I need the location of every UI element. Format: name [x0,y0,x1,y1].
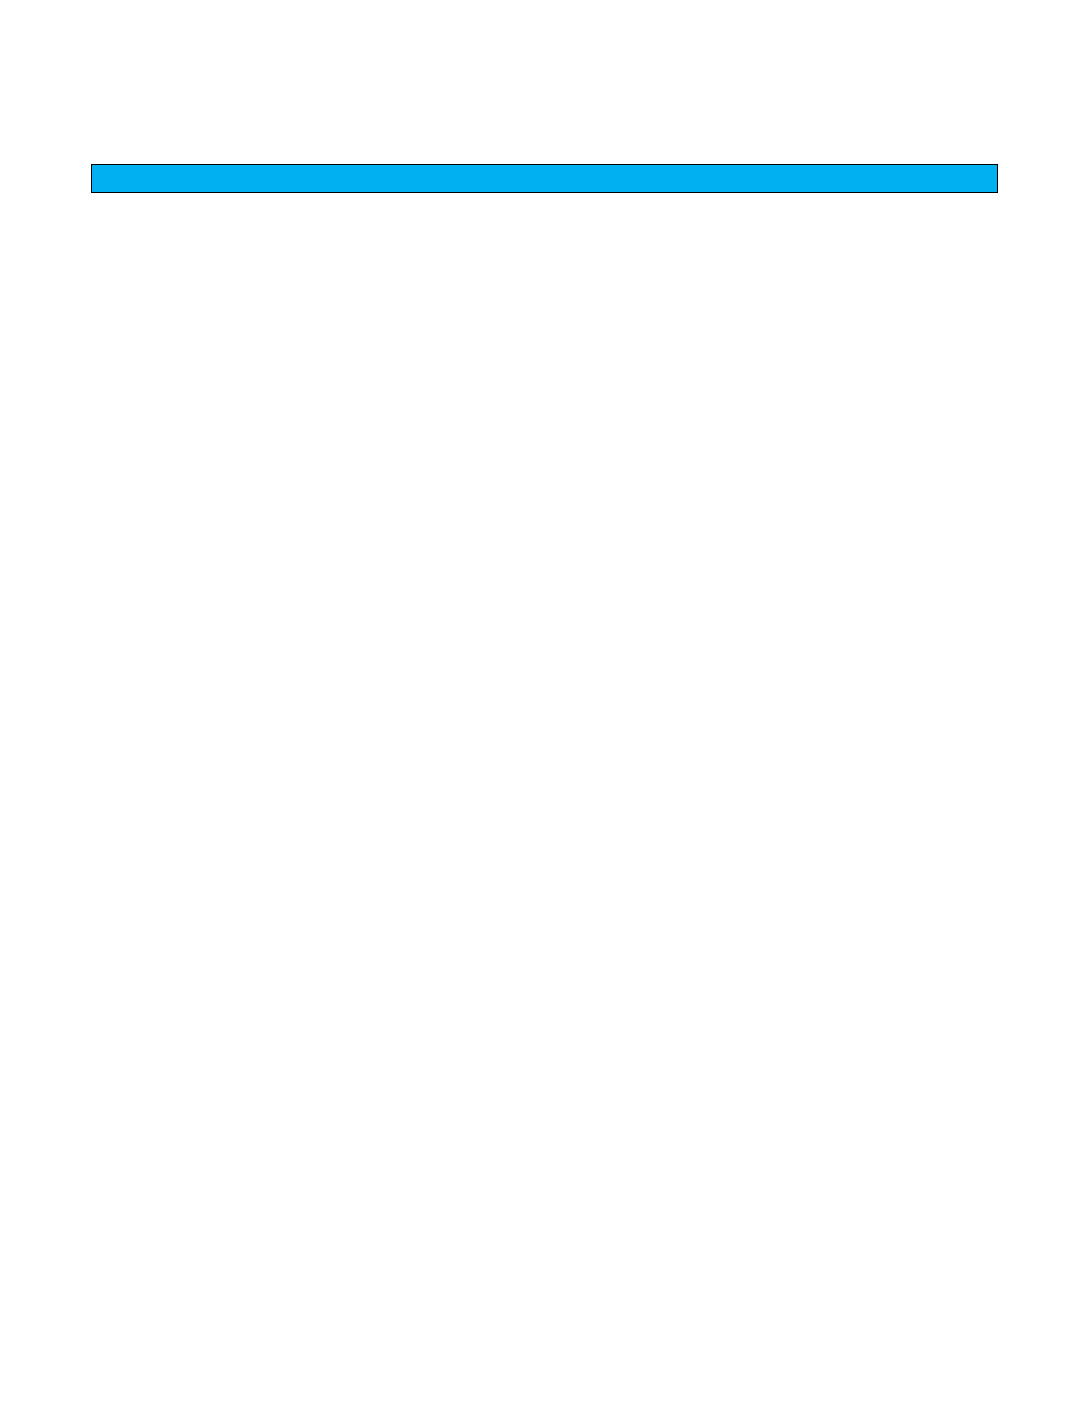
schedule-table [91,164,998,193]
home-team-note [92,165,998,193]
